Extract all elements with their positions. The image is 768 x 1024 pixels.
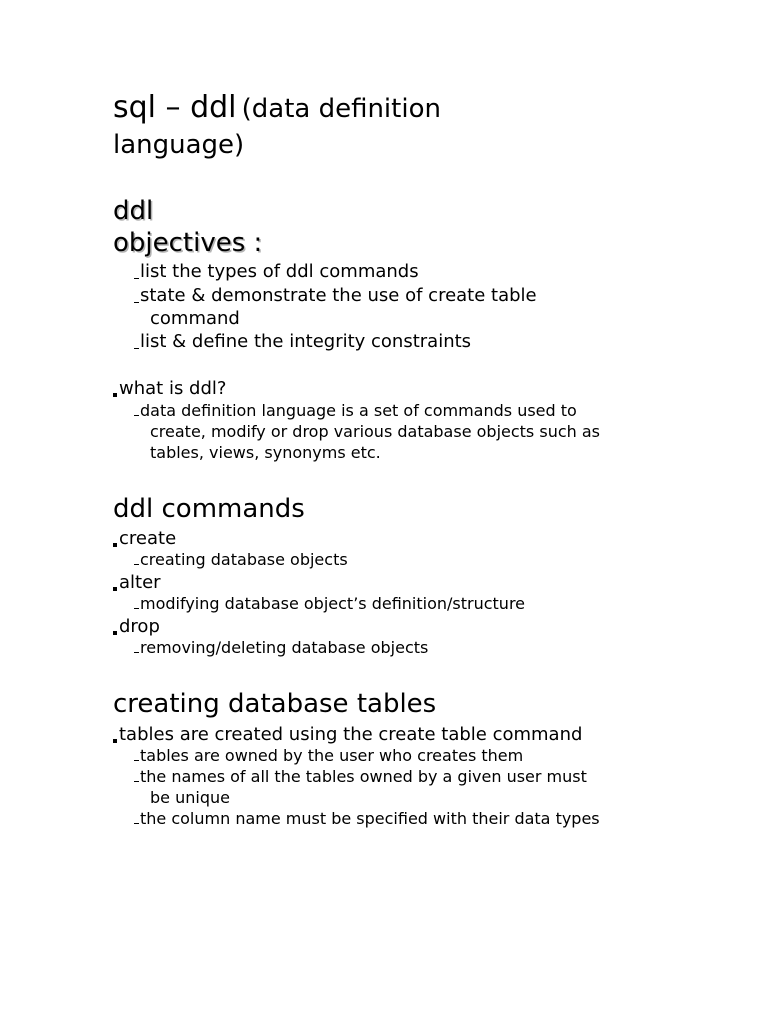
dash-bullet-icon (134, 823, 139, 824)
square-bullet-icon (113, 543, 117, 547)
dash-bullet-icon (134, 348, 139, 349)
title-paren: (data definition (241, 94, 441, 124)
creating-tables-subitem: the column name must be specified with their data types (140, 809, 600, 828)
objective-item: state & demonstrate the use of create table (140, 285, 537, 306)
what-is-answer-line: data definition language is a set of commands used to (140, 401, 577, 420)
title-main: sql – ddl (113, 90, 237, 125)
square-bullet-icon (113, 739, 117, 743)
dash-bullet-icon (134, 781, 139, 782)
dash-bullet-icon (134, 415, 139, 416)
command-name: drop (119, 616, 160, 637)
dash-bullet-icon (134, 564, 139, 565)
objective-item: list the types of ddl commands (140, 261, 419, 282)
title-line2: language) (113, 130, 245, 160)
objective-item: list & define the integrity constraints (140, 331, 472, 352)
command-name: alter (119, 572, 161, 593)
page-title (113, 90, 441, 126)
dash-bullet-icon (134, 608, 139, 609)
square-bullet-icon (113, 631, 117, 635)
command-desc: removing/deleting database objects (140, 638, 429, 657)
what-is-question: what is ddl? (119, 378, 227, 399)
dash-bullet-icon (134, 652, 139, 653)
what-is-answer-line: tables, views, synonyms etc. (150, 443, 381, 462)
creating-tables-subitem-continuation: be unique (150, 788, 230, 807)
objectives-heading-line2: objectives : (113, 228, 263, 258)
creating-tables-subitem: tables are owned by the user who creates them (140, 746, 524, 765)
ddl-commands-heading: ddl commands (113, 494, 305, 524)
dash-bullet-icon (134, 302, 139, 303)
command-desc: modifying database object’s definition/structure (140, 594, 526, 613)
dash-bullet-icon (134, 278, 139, 279)
dash-bullet-icon (134, 760, 139, 761)
command-name: create (119, 528, 177, 549)
command-desc: creating database objects (140, 550, 348, 569)
creating-tables-bullet: tables are created using the create table command (119, 724, 583, 745)
objective-item-continuation: command (150, 308, 240, 329)
creating-tables-heading: creating database tables (113, 689, 437, 719)
creating-tables-subitem: the names of all the tables owned by a given user must (140, 767, 587, 786)
square-bullet-icon (113, 587, 117, 591)
objectives-heading-line1: ddl (113, 196, 154, 226)
square-bullet-icon (113, 393, 117, 397)
what-is-answer-line: create, modify or drop various database objects such as (150, 422, 600, 441)
